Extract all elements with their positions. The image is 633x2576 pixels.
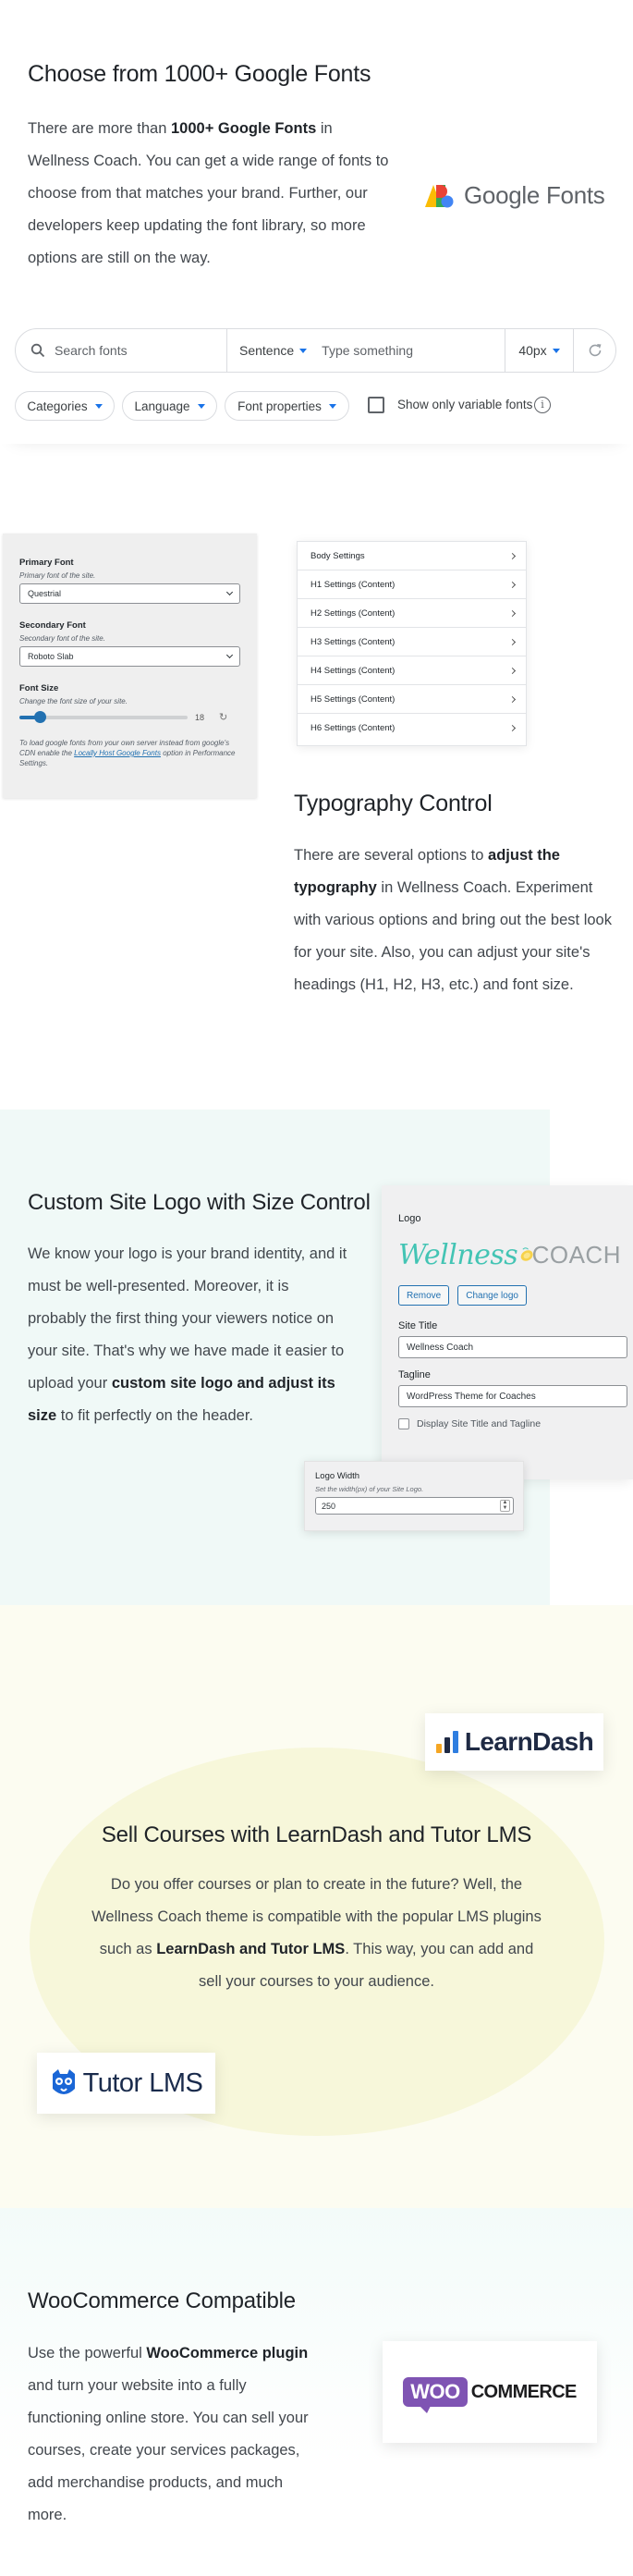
- settings-item-h2[interactable]: [298, 599, 526, 628]
- section-title-woocommerce: WooCommerce Compatible: [28, 2288, 296, 2313]
- bubble-tail-icon: [420, 2406, 431, 2413]
- font-size-label: Font Size: [19, 683, 59, 693]
- categories-filter[interactable]: [15, 391, 115, 421]
- settings-item-label: H3 Settings (Content): [310, 636, 396, 647]
- font-size-dropdown[interactable]: [505, 329, 574, 372]
- primary-font-description: Primary font of the site.: [19, 571, 96, 580]
- categories-filter-label: Categories: [27, 399, 88, 413]
- settings-item-h4[interactable]: [298, 656, 526, 685]
- section-title-lms: Sell Courses with LearnDash and Tutor LMS: [101, 1822, 532, 1847]
- font-size-value: 40px: [518, 343, 547, 358]
- chevron-down-icon: [226, 652, 233, 658]
- search-icon: [30, 343, 45, 358]
- lms-description: Do you offer courses or plan to create in the future? Well, the Wellness Coach theme is compatible with the popular LMS plugins such as LearnDash and Tutor LMS. This way, you can add and sell your courses to your audience.: [91, 1876, 542, 1990]
- preview-text-field: [227, 329, 505, 372]
- settings-item-h3[interactable]: [298, 628, 526, 656]
- chevron-right-icon: [509, 638, 516, 644]
- tagline-input[interactable]: WordPress Theme for Coaches: [398, 1385, 627, 1407]
- local-fonts-note: To load google fonts from your own server instead from google's CDN enable the Locally Host Google Fonts option in Performance Settings.: [19, 739, 236, 767]
- tutor-owl-icon: [50, 2068, 78, 2098]
- settings-item-label: H6 Settings (Content): [310, 723, 396, 733]
- typography-customizer-panel: [3, 534, 257, 798]
- reset-button[interactable]: [574, 329, 615, 372]
- settings-item-h5[interactable]: [298, 685, 526, 714]
- number-stepper-icon[interactable]: ▲ ▼: [500, 1500, 510, 1512]
- settings-item-label: H4 Settings (Content): [310, 665, 396, 676]
- logo-coach-word: COACH: [531, 1240, 621, 1269]
- chevron-right-icon: [509, 609, 516, 616]
- change-logo-button[interactable]: Change logo: [457, 1285, 527, 1306]
- google-fonts-description: There are more than 1000+ Google Fonts in Wellness Coach. You can get a wide range of fonts to choose from that matches your brand. Further, our developers keep updating the font library, so more options are still on the way.: [28, 120, 389, 266]
- settings-item-body[interactable]: [298, 542, 526, 570]
- woocommerce-description: Use the powerful WooCommerce plugin and turn your website into a fully functioning online store. You can sell your courses, create your services packages, add merchandise products, and much more.: [28, 2345, 309, 2523]
- logo-wellness-word: Wellness: [398, 1238, 518, 1271]
- secondary-font-description: Secondary font of the site.: [19, 634, 105, 643]
- remove-logo-button[interactable]: Remove: [398, 1285, 449, 1306]
- google-fonts-mark-icon: [423, 182, 455, 210]
- primary-font-value: Questrial: [28, 589, 62, 598]
- font-search-toolbar: [15, 328, 616, 373]
- woo-word: WOO: [410, 2380, 460, 2403]
- chevron-down-icon: [95, 404, 103, 409]
- chevron-down-icon: [329, 404, 336, 409]
- settings-item-label: Body Settings: [310, 550, 365, 561]
- primary-font-label: Primary Font: [19, 558, 74, 568]
- secondary-font-value: Roboto Slab: [28, 652, 74, 661]
- primary-font-select[interactable]: [19, 583, 240, 604]
- font-properties-filter-label: Font properties: [237, 399, 322, 413]
- chevron-right-icon: [509, 725, 516, 731]
- font-size-slider[interactable]: [19, 716, 188, 719]
- sentence-dropdown[interactable]: Sentence: [239, 343, 295, 358]
- tutor-lms-badge: [37, 2053, 215, 2114]
- typography-description: There are several options to adjust the typography in Wellness Coach. Experiment with various options and bring out the best look for your site. Also, you can adjust your site's headings (H1, H2, H3, etc.) and font size.: [294, 847, 612, 993]
- refresh-icon: [587, 342, 603, 359]
- variable-fonts-checkbox[interactable]: [368, 397, 384, 413]
- font-size-slider-handle[interactable]: [34, 711, 46, 723]
- chevron-right-icon: [509, 552, 516, 558]
- language-filter[interactable]: [122, 391, 217, 421]
- secondary-font-label: Secondary Font: [19, 620, 86, 631]
- learndash-bars-icon: [435, 1729, 459, 1755]
- chevron-right-icon: [509, 667, 516, 673]
- font-size-control: [19, 711, 240, 723]
- search-fonts-field[interactable]: [16, 329, 227, 372]
- learndash-wordmark: LearnDash: [464, 1727, 594, 1756]
- locally-host-fonts-link[interactable]: Locally Host Google Fonts: [74, 749, 161, 757]
- language-filter-label: Language: [134, 399, 190, 413]
- chevron-right-icon: [509, 695, 516, 702]
- logo-width-label: Logo Width: [315, 1471, 360, 1481]
- section-title-custom-logo: Custom Site Logo with Size Control: [28, 1190, 371, 1215]
- font-size-value: 18: [195, 712, 205, 722]
- woocommerce-logo: [403, 2377, 577, 2407]
- wellness-coach-logo: [398, 1233, 621, 1276]
- settings-item-label: H2 Settings (Content): [310, 607, 396, 619]
- logo-width-input[interactable]: [315, 1497, 514, 1515]
- chevron-right-icon: [509, 581, 516, 587]
- logo-label: Logo: [398, 1213, 421, 1224]
- chevron-down-icon: [553, 349, 560, 353]
- custom-logo-description: We know your logo is your brand identity, and it must be well-presented. Moreover, it is probably the first thing your viewers notice on your site. That's why we have made it easier to upload your custom site logo and adjust its size to fit perfectly on the header.: [28, 1245, 347, 1424]
- chevron-down-icon: [299, 349, 307, 353]
- woo-bubble: [403, 2377, 468, 2407]
- info-icon[interactable]: i: [534, 397, 551, 413]
- chevron-down-icon: [226, 589, 233, 595]
- logo-width-panel: [304, 1461, 524, 1531]
- site-identity-panel: [382, 1185, 633, 1479]
- learndash-badge: [425, 1713, 603, 1771]
- variable-fonts-label: Show only variable fonts: [397, 398, 533, 411]
- display-title-tagline-option: [398, 1418, 621, 1429]
- search-fonts-placeholder: Search fonts: [55, 343, 128, 358]
- font-properties-filter[interactable]: [225, 391, 349, 421]
- tutor-lms-wordmark: Tutor LMS: [82, 2067, 203, 2098]
- settings-item-h1[interactable]: [298, 570, 526, 599]
- commerce-word: COMMERCE: [470, 2381, 577, 2402]
- tagline-label: Tagline: [398, 1369, 431, 1380]
- site-title-input[interactable]: Wellness Coach: [398, 1336, 627, 1358]
- section-title-typography: Typography Control: [294, 791, 493, 816]
- settings-item-label: H5 Settings (Content): [310, 693, 396, 705]
- woocommerce-badge: [383, 2341, 597, 2443]
- secondary-font-select[interactable]: [19, 646, 240, 667]
- chevron-down-icon: [198, 404, 205, 409]
- display-title-tagline-checkbox[interactable]: [398, 1418, 409, 1429]
- logo-width-description: Set the width(px) of your Site Logo.: [315, 1485, 424, 1493]
- section-title-google-fonts: Choose from 1000+ Google Fonts: [28, 61, 371, 87]
- site-title-label: Site Title: [398, 1320, 438, 1331]
- reset-icon[interactable]: ↻: [219, 712, 228, 723]
- logo-width-value: 250: [322, 1501, 336, 1511]
- font-size-description: Change the font size of your site.: [19, 697, 128, 705]
- settings-item-label: H1 Settings (Content): [310, 579, 396, 590]
- preview-text-input[interactable]: Type something: [322, 343, 414, 358]
- logo-actions: [398, 1285, 621, 1306]
- settings-item-h6[interactable]: [298, 714, 526, 742]
- display-title-tagline-label: Display Site Title and Tagline: [417, 1418, 542, 1429]
- google-fonts-logo: [423, 181, 605, 210]
- heading-settings-list: [297, 541, 527, 746]
- google-fonts-wordmark: Google Fonts: [464, 181, 605, 209]
